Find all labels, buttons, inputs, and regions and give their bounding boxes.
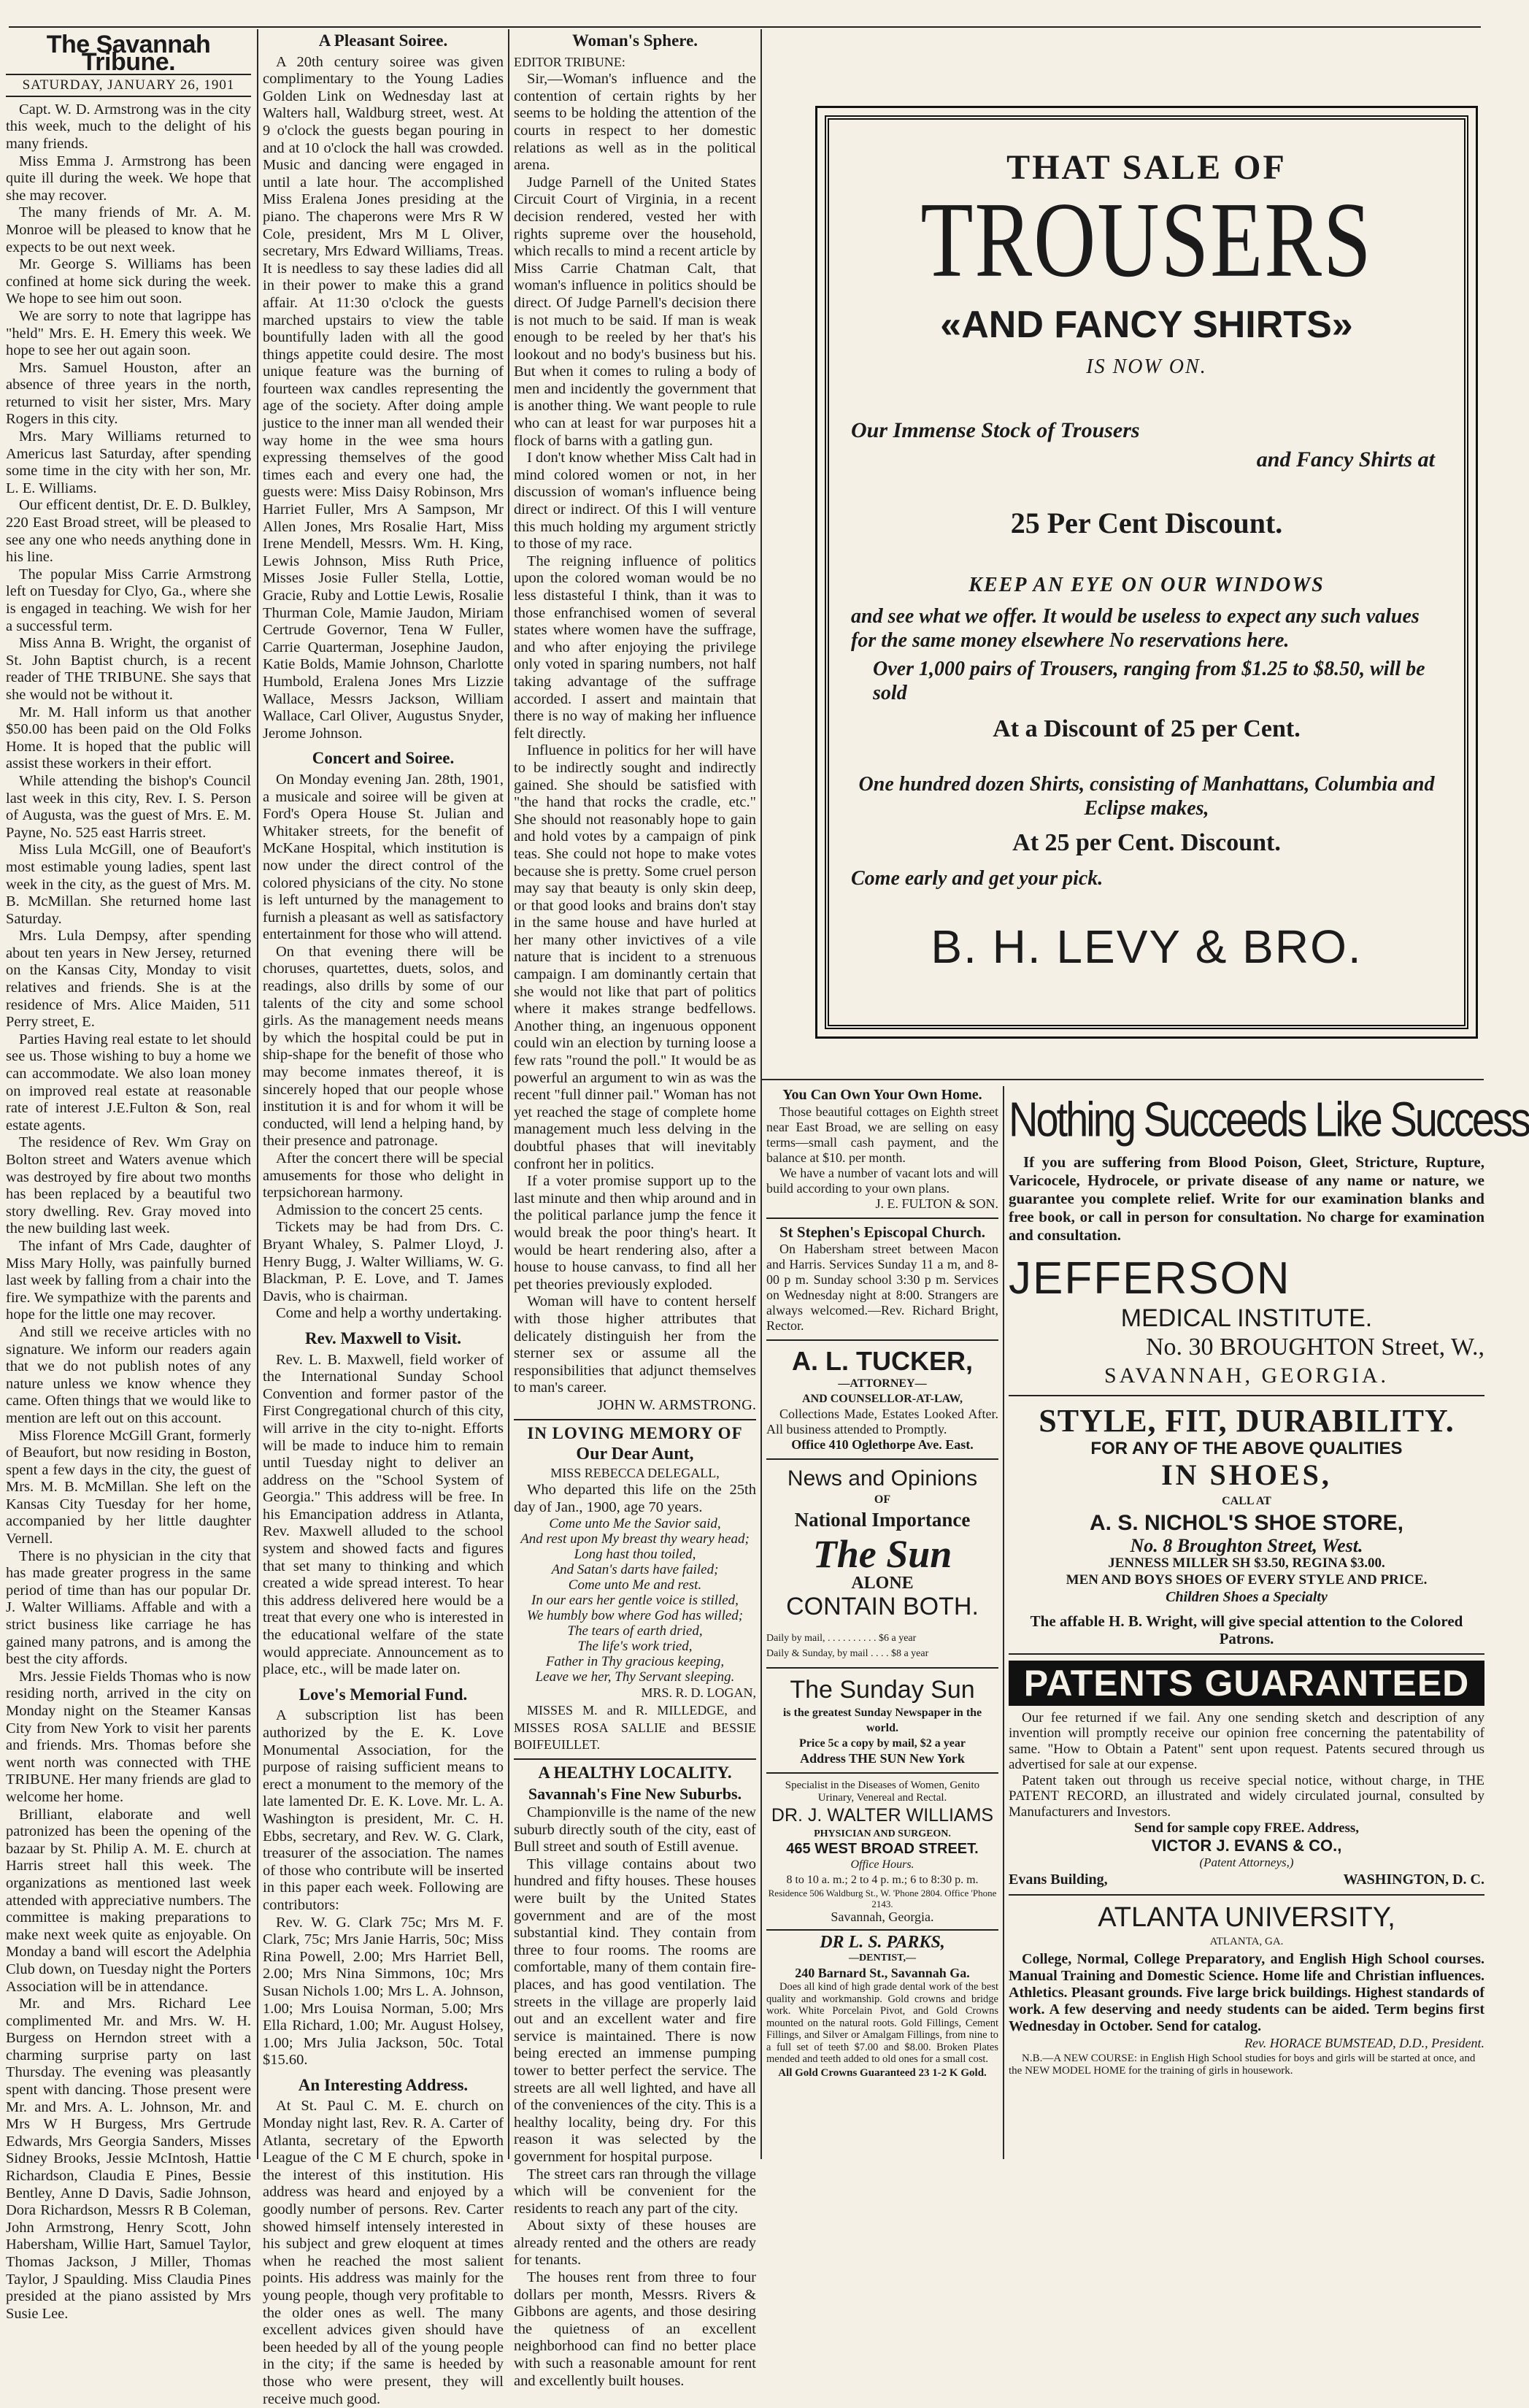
sun-line-9: Price 5c a copy by mail, $2 a year	[799, 1737, 966, 1750]
shoes-headline: STYLE, FIT, DURABILITY.	[1039, 1403, 1455, 1439]
sun-line-6: CONTAIN BOTH.	[786, 1593, 979, 1620]
tucker-name: A. L. TUCKER,	[792, 1346, 973, 1376]
news-item: The infant of Mrs Cade, daughter of Miss Mary Holly, was painfully burned last week by falling from a chair into the fire. We sympathize with the parents and hope for the little one may recover.	[6, 1237, 251, 1323]
poem-line: And rest upon My breast thy weary head;	[520, 1531, 750, 1547]
divider	[766, 1339, 998, 1341]
article-womans-sphere	[514, 71, 756, 1397]
column-society	[263, 29, 504, 2407]
memorial-poem	[514, 1516, 756, 1685]
shoes-line-7: JENNESS MILLER SH $3.50, REGINA $3.00.	[1108, 1555, 1385, 1571]
sun-line-1: News and Opinions	[787, 1466, 978, 1490]
paragraph: A subscription list has been authorized by the E. K. Love Monumental Association, for the purpose of raising sufficient means to erect a monument to the memory of the late lamented Dr. E. K. Love. Mr. L. A. Washington is president, Mr. C. H. Ebbs, secretary, and Rev. W. G. Clark, treasurer of the association. The names of those who contribute will be inserted in this paper each week. Following are contributors:	[263, 1707, 504, 1913]
poem-line: The life's work tried,	[577, 1639, 693, 1655]
ad-line-discount-2: At a Discount of 25 per Cent.	[993, 715, 1301, 742]
news-item: The many friends of Mr. A. M. Monroe will be pleased to know that he expects to be out next week.	[6, 204, 251, 255]
paragraph: Woman will have to content herself with those higher attributes that delicately distinguish her from the sterner sex or assume all the responsibilities that adjunct themselves to man's career.	[514, 1293, 756, 1396]
divider	[514, 1419, 756, 1420]
news-item: Mr. and Mrs. Richard Lee complimented Mr. and Mrs. W. H. Burgess on Herndon street with a charming surprise party on last Thursday. The evening was pleasantly spent with dancing. Those present were Mr. and Mrs. A. L. Johnson, Mr. and Mrs W H Burgess, Mrs Gertrude Edwards, Mrs Georgia Sanders, Misses Sidney Brooks, Jessie McIntosh, Hattie Richardson, Claudia E Pines, Bessie Bentley, Anne D Davis, Sadie Johnson, Dora Richardson, Messrs R B Coleman, John Armstrong, Henry Scott, John Habersham, Willie Hart, Samuel Taylor, Thomas Jackson, J Miller, Thomas Taylor, J Spaulding. Miss Claudia Pines presided at the piano assisted by Mrs Susie Lee.	[6, 1996, 251, 2322]
news-item: Mrs. Jessie Fields Thomas who is now residing north, arrived in the city on Monday night on the Steamer Kansas City from New York to visit her parents and friends. Mrs. Thomas before she went north was connected with THE TRIBUNE. Her many friends are glad to welcome her home.	[6, 1668, 251, 1805]
headline-womans-sphere: Woman's Sphere.	[571, 31, 698, 50]
news-item: Miss Lula McGill, one of Beaufort's most estimable young ladies, spent last week in the city, as the guest of Mrs. M. B. McMillan. She returned home last Saturday.	[6, 842, 251, 927]
paragraph: At St. Paul C. M. E. church on Monday night last, Rev. R. A. Carter of Atlanta, secretary of the Epworth League of the C M E church, spoke in the interest of this institution. His address was heard and enjoyed by a goodly number of persons. Rev. Carter showed himself intensely interested in his subject and grew eloquent at times when he reached the most salient points. His address was mainly for the young people, though very profitable to the older ones as well. The many excellent advices given should have been heeded by all of the young people in the city; if the same is heeded by those who were present, they will receive much good.	[263, 2098, 504, 2407]
williams-line-2: DR. J. WALTER WILLIAMS	[771, 1805, 994, 1826]
jefferson-institute: MEDICAL INSTITUTE.	[1120, 1304, 1373, 1332]
paragraph: Judge Parnell of the United States Circuit Court of Virginia, in a recent decision rendered, vested her with rights supreme over the household, which recalls to mind a recent article by Miss Carrie Chatman Calt, that woman's influence in politics should be direct. Of Judge Parnell's decision there is not much to be said. If man is weak enough to be reeled by her that's his lookout and no body's business but his. But when it comes to ruling a body of men and incidently the government that is another thing. We want people to rule who can at least for war purposes hit a flock of barns with a gatling gun.	[514, 174, 756, 449]
shoes-line-5: A. S. NICHOL'S SHOE STORE,	[1090, 1511, 1403, 1536]
column-rule	[1003, 1086, 1004, 2159]
ad-line-discount-3: At 25 per Cent. Discount.	[1012, 829, 1281, 856]
section-rule	[760, 1079, 1484, 1080]
news-item: The residence of Rev. Wm Gray on Bolton street and Waters avenue which was destroyed by fire about two months has been replaced by a beautiful two story dwelling. Rev. Gray moved into the new building last week.	[6, 1134, 251, 1237]
home-text: Those beautiful cottages on Eighth street near East Broad, we are selling on easy terms—small cash payment, and the balance at $10. per month.	[766, 1104, 998, 1165]
sun-line-7: The Sunday Sun	[790, 1676, 975, 1704]
divider	[766, 1458, 998, 1460]
church-title: St Stephen's Episcopal Church.	[779, 1223, 986, 1241]
williams-line-6: 8 to 10 a. m.; 2 to 4 p. m.; 6 to 8:30 p. m.	[786, 1874, 979, 1886]
ad-trousers-sale	[825, 115, 1468, 1029]
home-title: You Can Own Your Own Home.	[782, 1087, 982, 1103]
parks-line-5: All Gold Crowns Guaranteed 23 1-2 K Gold.	[778, 2066, 987, 2079]
atlanta-nb: N.B.—A NEW COURSE: in English High School studies for boys and girls will be started at once, and the NEW MODEL HOME for the training of girls in housework.	[1009, 2052, 1476, 2077]
parks-line-2: —DENTIST,—	[849, 1953, 916, 1963]
paragraph: Championville is the name of the new suburb directly south of the city, east of Bull street and south of Estill avenue.	[514, 1804, 756, 1855]
shoes-line-3: IN SHOES,	[1161, 1458, 1332, 1491]
poem-line: Long hast thou toiled,	[574, 1547, 696, 1563]
divider	[1009, 1653, 1484, 1655]
news-item: Miss Anna B. Wright, the organist of St. John Baptist church, is a recent reader of THE TRIBUNE. She says that she would not be without it.	[6, 635, 251, 703]
ad-line-shirts: One hundred dozen Shirts, consisting of Manhattans, Columbia and Eclipse makes,	[858, 773, 1435, 820]
headline-concert-soiree: Concert and Soiree.	[312, 749, 455, 768]
news-item: Mrs. Mary Williams returned to Americus last Saturday, after spending some time in the city with her son, Mr. L. E. Williams.	[6, 428, 251, 496]
divider	[514, 1758, 756, 1760]
article-concert-soiree	[263, 772, 504, 1323]
local-news-items	[6, 101, 251, 2323]
paragraph: Influence in politics for her will have to be indirectly sought and indirectly gained. She should be satisfied with "the hand that rocks the cradle, etc." She should not reasonably hope to gain and hold votes by a campaign of pink teas. She could not hope to make votes because she is pretty. Some cruel person may say that beauty is only skin deep, or that good looks and brains don't stay in the same house and have hurled at her many other invictives of a vile nature that is incident to a strenuous campaign. I am dominantly certain that she would not like that part of politics where it makes strange bedfellows. Another thing, an ingenuous opponent could win an election by turning loose a few rats "round the poll." It would be as powerful an argument to win as was the recent "full dinner pail." Woman has not yet reached the stage of complete home management much less delving in the doubtful phases that will inevitably confront her in politics.	[514, 742, 756, 1172]
divider	[766, 1667, 998, 1669]
column-rule	[257, 29, 258, 2159]
headline-rev-maxwell: Rev. Maxwell to Visit.	[305, 1328, 461, 1347]
patents-city: WASHINGTON, D. C.	[1343, 1871, 1484, 1888]
williams-line-8: Savannah, Georgia.	[831, 1909, 934, 1924]
atlanta-president: Rev. HORACE BUMSTEAD, D.D., President.	[1244, 2036, 1484, 2051]
ad-line-levy: B. H. LEVY & BRO.	[931, 920, 1363, 973]
shoes-line-4: CALL AT	[1222, 1494, 1271, 1507]
news-item: Miss Florence McGill Grant, formerly of Beaufort, but now residing in Boston, spent a few days in the city, the guest of Mrs. M. B. McMillan. She left on the Kansas City Tuesday for her home, accompanied by her little daughter Vernell.	[6, 1427, 251, 1547]
shoes-line-8: MEN AND BOYS SHOES OF EVERY STYLE AND PRICE.	[1066, 1572, 1428, 1588]
tucker-text: Collections Made, Estates Looked After. All business attended to Promptly.	[766, 1407, 998, 1436]
jefferson-city: SAVANNAH, GEORGIA.	[1104, 1363, 1390, 1388]
column-rule	[508, 29, 509, 2159]
article-healthy-locality	[514, 1804, 756, 2390]
news-item: Mr. M. Hall inform us that another $50.00 has been paid on the Old Folks Home. It is hoped that the public will assist these workers in their effort.	[6, 704, 251, 772]
memorial-signers: MISSES M. and R. MILLEDGE, and MISSES ROSA SALLIE and BESSIE BOIFEUILLET.	[514, 1703, 756, 1753]
poem-line: Father in Thy gracious keeping,	[545, 1654, 725, 1670]
paragraph: This village contains about two hundred and fifty houses. These houses were built by the United States government and are of the most substantial kind. They contain from three to four rooms. The rooms are comfortable, many of them contain fire-places, and has good ventilation. The streets in the village are properly laid out and an excellent water and fire service is maintained. There is now being erected an immense pumping tower to better perfect the service. The streets are all well lighted, and have all of the conveniences of the city. This is a healthy locality, being dry. For this reason it was selected by the government for hospital purpose.	[514, 1855, 756, 2165]
parks-line-3: 240 Barnard St., Savannah Ga.	[795, 1966, 970, 1980]
paragraph: I don't know whether Miss Calt had in mind colored women or not, in her discussion of woman's influence being direct or indirect. Of this I will venture this much holding my argument strictly to those of my race.	[514, 450, 757, 553]
ad-line-see-what: and see what we offer. It would be useless to expect any such values for the same money elsewhere No reservations here.	[851, 605, 1420, 652]
divider	[766, 1929, 998, 1931]
paragraph: If a voter promise support up to the last minute and then whip around and in the political parlance jump the fence it would break the poor thing's heart. It would be heart rendering also, after a house to house canvass, to find all her pet theories previously exploded.	[514, 1173, 756, 1293]
headline-interesting-address: An Interesting Address.	[298, 2075, 469, 2094]
williams-line-5: Office Hours.	[850, 1858, 914, 1871]
jefferson-text: If you are suffering from Blood Poison, Gleet, Stricture, Rupture, Varicocele, Hydrocele, or private disease of any name or nature, we guarantee you complete relief. Write for our examination blanks and free book, or call in person for consultation. No charge for examination and consultation.	[1009, 1153, 1484, 1244]
williams-line-3: PHYSICIAN AND SURGEON.	[814, 1828, 951, 1839]
article-interesting-address	[263, 2098, 504, 2408]
column-small-ads	[766, 1086, 998, 2161]
home-sig: J. E. FULTON & SON.	[875, 1196, 998, 1211]
news-item: Mrs. Samuel Houston, after an absence of three years in the north, returned to visit her sister, Mrs. Mary Rogers in this city.	[6, 359, 251, 428]
memorial-title: IN LOVING MEMORY OF	[527, 1423, 743, 1442]
news-item: While attending the bishop's Council last week in this city, Rev. I. S. Person of Augusta, was the guest of Mrs. E. M. Payne, No. 525 east Harris street.	[6, 772, 251, 841]
tucker-office: Office 410 Oglethorpe Ave. East.	[791, 1437, 974, 1452]
ad-line-now-on: IS NOW ON.	[1086, 355, 1207, 378]
poem-line: And Satan's darts have failed;	[551, 1562, 719, 1578]
paragraph: Sir,—Woman's influence and the contention of certain rights by her seems to be holding the attention of the courts in respect to her domestic relations as well as in the political arena.	[514, 71, 756, 174]
divider	[1009, 1395, 1484, 1396]
poem-line: Come unto Me the Savior said,	[549, 1516, 721, 1532]
column-womans-sphere	[514, 29, 757, 2389]
parks-line-1: DR L. S. PARKS,	[820, 1933, 945, 1952]
sun-line-3: National Importance	[794, 1509, 971, 1531]
shoes-line-6: No. 8 Broughton Street, West.	[1130, 1535, 1363, 1557]
news-item: And still we receive articles with no signature. We inform our readers again that we do not publish notes of any nature unless we know whence they came. Often things that we would like to mention are left out on this account.	[6, 1323, 251, 1426]
paragraph: Come and help a worthy undertaking.	[276, 1305, 502, 1322]
patents-text-1: Our fee returned if we fail. Any one sending sketch and description of any invention will promptly receive our opinion free concerning the patentability of same. "How to Obtain a Patent" sent upon request. Patents secured through us advertised for sale at our expense.	[1009, 1709, 1484, 1773]
ad-line-windows: KEEP AN EYE ON OUR WINDOWS	[968, 574, 1325, 596]
poem-line: The tears of earth dried,	[567, 1623, 703, 1639]
news-item: Mr. George S. Williams has been confined at home sick during the week. We hope to see him out soon.	[6, 256, 251, 307]
paragraph: On Monday evening Jan. 28th, 1901, a musicale and soiree will be given at Ford's Opera House St. Julian and Whitaker streets, for the benefit of McKane Hospital, which institution is now under the direct control of the colored physicians of the city. No stone is left unturned by the management to furnish a pleasant as well as satisfactory entertainment for those who will attend.	[263, 771, 504, 943]
ad-line-fancy-shirts: «AND FANCY SHIRTS»	[940, 304, 1353, 346]
jefferson-name: JEFFERSON	[1009, 1253, 1291, 1304]
patents-building: Evans Building,	[1009, 1871, 1108, 1888]
atlanta-headline: ATLANTA UNIVERSITY,	[1098, 1902, 1395, 1934]
atlanta-text: College, Normal, College Preparatory, and English High School courses. Manual Training and Domestic Science. Home life and Christian influences. Athletics. Pleasant grounds. Five large brick buildings. Highest standards of work. A few deserving and needy students can be aided. Term begins first Wednesday in October. Send for catalog.	[1009, 1951, 1484, 2035]
ad-line-discount: 25 Per Cent Discount.	[1010, 507, 1283, 539]
top-rule	[9, 26, 1481, 28]
paragraph: About sixty of these houses are already rented and the others are ready for tenants.	[514, 2217, 756, 2269]
paragraph: After the concert there will be special amusements for those who delight in terpsichorean harmony.	[263, 1150, 504, 1201]
poem-line: We humbly bow where God has willed;	[526, 1608, 744, 1624]
column-rule	[760, 29, 762, 2159]
paragraph: The street cars ran through the village which will be convenient for the residents to reach any part of the city.	[514, 2166, 756, 2217]
sun-rate-2: Daily & Sunday, by mail . . . . $8 a year	[766, 1648, 929, 1659]
news-item: The popular Miss Carrie Armstrong left on Tuesday for Clyo, Ga., where she is engaged in teaching. We wish for her a successful term.	[6, 566, 251, 634]
subheadline-suburbs: Savannah's Fine New Suburbs.	[528, 1785, 742, 1804]
headline-love-memorial: Love's Memorial Fund.	[299, 1685, 468, 1704]
dateline: SATURDAY, JANUARY 26, 1901	[6, 74, 251, 97]
paragraph: Tickets may be had from Drs. C. Bryant Whaley, S. Palmer Lloyd, J. Henry Bugg, J. Walter Williams, W. G. Blackman, P. E. Love, and T. James Davis, who is chairman.	[263, 1219, 504, 1304]
poem-line: Come unto Me and rest.	[568, 1577, 702, 1593]
poem-line: In our ears her gentle voice is stilled,	[531, 1593, 739, 1609]
sun-line-10: Address THE SUN New York	[800, 1751, 965, 1766]
jefferson-headline: Nothing Succeeds Like Success	[1009, 1091, 1529, 1147]
paragraph: Admission to the concert 25 cents.	[276, 1201, 483, 1218]
sun-line-8: is the greatest Sunday Newspaper in the world.	[782, 1707, 982, 1734]
news-item: Mrs. Lula Dempsy, after spending about ten years in New Jersey, returned on the Kansas City, Monday to visit relatives and friends. She is at the residence of Mrs. Alice Maiden, 511 Perry street, E.	[6, 928, 251, 1031]
patents-address	[1009, 1872, 1484, 1889]
tucker-role: —ATTORNEY—	[838, 1377, 927, 1390]
ad-line-immense-stock: Our Immense Stock of Trousers	[851, 418, 1140, 442]
shoes-line-10: The affable H. B. Wright, will give special attention to the Colored Patrons.	[1030, 1612, 1463, 1647]
salutation: EDITOR TRIBUNE:	[514, 54, 625, 69]
shoes-line-2: FOR ANY OF THE ABOVE QUALITIES	[1090, 1439, 1403, 1458]
news-item: Our efficent dentist, Dr. E. D. Bulkley, 220 East Broad street, will be pleased to see any one who needs anything done in his line.	[6, 497, 251, 566]
ad-line-fancy-shirts-at: and Fancy Shirts at	[1256, 447, 1435, 472]
article-love-memorial	[263, 1707, 504, 2069]
patents-send: Send for sample copy FREE. Address,	[1133, 1820, 1360, 1836]
sun-rate-1: Daily by mail, . . . . . . . . . . $6 a year	[766, 1633, 917, 1644]
sun-line-2: OF	[874, 1493, 891, 1506]
article-rev-maxwell	[263, 1352, 504, 1679]
williams-line-4: 465 WEST BROAD STREET.	[786, 1841, 979, 1857]
masthead: The Savannah Tribune.	[46, 31, 211, 76]
paragraph: Rev. W. G. Clark 75c; Mrs M. F. Clark, 75c; Mrs Janie Harris, 50c; Miss Rina Powell, 2.00; Mrs Harriet Bell, 2.00; Mrs Nina Simmons, 10c; Mrs Susan Nichols 1.00; Mrs L. A. Johnson, 1.00; Mrs Louisa Norman, 5.00; Mrs Ella Richard, 1.00; Mr. August Holsey, 1.00; Mrs Julia Jackson, 50c. Total $15.60.	[263, 1914, 504, 2069]
news-item: We are sorry to note that lagrippe has "held" Mrs. E. H. Emery this week. We hope to see her out again soon.	[6, 307, 251, 359]
ad-line-come-early: Come early and get your pick.	[851, 867, 1104, 890]
memorial-name: MISS REBECCA DELEGALL,	[550, 1465, 720, 1480]
williams-line-1: Specialist in the Diseases of Women, Genito Urinary, Venereal and Rectal.	[785, 1780, 980, 1804]
shoes-line-9: Children Shoes a Specialty	[1166, 1588, 1328, 1605]
sun-line-5: ALONE	[851, 1574, 914, 1593]
patents-attorneys: (Patent Attorneys,)	[1199, 1855, 1294, 1870]
news-item: There is no physician in the city that has made greater progress in the same period of time than has our popular Dr. J. Walter Williams. Affable and with a strict business like carriage he has gained many patrons, and is among the best the city affords.	[6, 1547, 251, 1668]
memorial-signer: MRS. R. D. LOGAN,	[641, 1685, 756, 1701]
ad-line-fancy-shirts-text: AND FANCY SHIRTS	[961, 304, 1332, 346]
news-item: Brilliant, elaborate and well patronized has been the opening of the bazaar by St. Philip A. M. E. church at Harris street hall this week. The organizations as mentioned last week attended with appreciative numbers. The committee is making preparations to make next week quite as enjoyable. On Monday a band will escort the Adelphia Club down, on Tuesday night the Porters Association will be in attendance.	[6, 1806, 251, 1995]
headline-healthy-locality: A HEALTHY LOCALITY.	[538, 1763, 732, 1782]
memorial-text: Who departed this life on the 25th day of Jan., 1900, age 70 years.	[514, 1482, 756, 1515]
paragraph: Rev. L. B. Maxwell, field worker of the International Sunday School Convention and former pastor of the First Congregational church of this city, will arrive in the city to-night. Efforts will be made to induce him to remain until Tuesday night to deliver an address on the "School System of Georgia." This address will be free. In his Emancipation address in Atlanta, Rev. Maxwell alluded to the school system and showed facts and figures that set many to thinking and which created a wide spread interest. To hear this address delivered here would be a treat that every one who is interested in the educational welfare of the state would appreciate. Announcement as to place, etc., will be made later on.	[263, 1351, 504, 1678]
paragraph: The houses rent from three to four dollars per month, Messrs. Rivers & Gibbons are agents, and those desiring the quietness of an excellent neighborhood can find no better place with such a reasonable amount for rent and excellently built houses.	[514, 2269, 756, 2389]
column-ads-right	[1009, 1086, 1529, 2161]
paragraph: On that evening there will be choruses, quartettes, duets, solos, and readings, also drills by some of our talents of the city and some school girls. As the management needs means by which the hospital could be put in ship-shape for the benefit of those who may become inmates thereof, it is sincerely hoped that our people whose institution it is and for whom it will be conducted, will lend a helping hand, by their presence and patronage.	[263, 943, 504, 1150]
atlanta-city: ATLANTA, GA.	[1209, 1936, 1284, 1948]
news-item: Parties Having real estate to let should see us. Those wishing to buy a home we can accommodate. We also loan money on improved real estate at reasonable rate of interest J.E.Fulton & Son, real estate agents.	[6, 1031, 251, 1134]
church-text: On Habersham street between Macon and Harris. Services Sunday 11 a m, and 8-00 p m. Sunday school 3:30 p m. Services on Wednesday night at 8:00. Strangers are always welcomed.—Rev. Richard Bright, Rector.	[766, 1242, 998, 1333]
tucker-role-2: AND COUNSELLOR-AT-LAW,	[802, 1393, 963, 1405]
news-item: Capt. W. D. Armstrong was in the city this week, much to the delight of his many friends.	[6, 101, 251, 152]
jefferson-address: No. 30 BROUGHTON Street, W.,	[1145, 1334, 1484, 1361]
sun-line-4: The Sun	[812, 1532, 952, 1576]
paragraph: A 20th century soiree was given complimentary to the Young Ladies Golden Link on Wednesday last at Walters hall, Waldburg street, west. At 9 o'clock the guests began pouring in and at 10 o'clock the hall was crowded. Music and dancing were engaged in until a late hour. The accomplished Miss Eralena Jones presiding at the piano. The chaperons were Mrs R W Cole, president, Mrs M L Oliver, secretary, Mrs Edward Williams, Treas. It is needless to say these ladies did all in their power to make this a grand affair. At 11:30 o'clock the guests marched upstairs to view the table bountifully laden with all the good things appetite could desire. The most unique feature was the burning of fourteen wax candles representing the age of the society. After doing ample justice to the inner man all wended their way home in the wee sma hours expressing themselves of the good times each and every one had, the guests were: Miss Daisy Robinson, Mrs Harriet Fuller, Mrs A Sampson, Mr Allen Jones, Mrs Rosalie Hart, Miss Irene Mendell, Messrs. Wm. H. King, Lewis Johnson, Miss Ruth Price, Misses Josie Fuller Stella, Lottie, Gracie, Ruby and Lottie Lewis, Rosalie Thurman Cole, Mamie Jaudon, Miriam Certrude Governor, Tena W Fuller, Carrie Quarterman, Josephine Jaudon, Katie Bolds, Mamie Johnson, Charlotte Humbold, Eralena Jones Mrs Lizzie Wallace, Messrs Jackson, William Wallace, Carl Oliver, Augustus Snyder, Jerome Johnson.	[263, 53, 504, 742]
divider	[766, 1772, 998, 1774]
home-text-2: We have a number of vacant lots and will build according to your own plans.	[766, 1166, 998, 1196]
headline-pleasant-soiree: A Pleasant Soiree.	[318, 31, 448, 50]
poem-line: Leave we her, Thy Servant sleeping.	[535, 1669, 735, 1685]
patents-text-2: Patent taken out through us receive special notice, without charge, in THE PATENT RECORD, an illustrated and widely circulated journal, consulted by Manufacturers and Investors.	[1009, 1772, 1484, 1820]
parks-line-4: Does all kind of high grade dental work of the best quality and workmanship. Gold crowns and bridge work. White Porcelain Pivot, and Gold Crowns mounted on the natural roots. Gold Fillings, Cement Fillings, and Silver or Amalgam Fillings, from nine to a full set of teeth $7.00 and $8.00. Broken Plates mended and teeth added to old ones for a small cost.	[766, 1981, 998, 2065]
patents-headline: PATENTS GUARANTEED	[1009, 1661, 1484, 1706]
divider	[1009, 1894, 1484, 1896]
article-pleasant-soiree	[263, 54, 504, 743]
patents-company: VICTOR J. EVANS & CO.,	[1151, 1836, 1342, 1855]
ad-line-that-sale: THAT SALE OF	[1006, 148, 1287, 187]
williams-line-7: Residence 506 Waldburg St., W. 'Phone 2804. Office 'Phone 2143.	[768, 1888, 997, 1909]
signature: JOHN W. ARMSTRONG.	[597, 1396, 756, 1413]
ad-line-over-1000: Over 1,000 pairs of Trousers, ranging from $1.25 to $8.50, will be sold	[873, 658, 1425, 704]
news-item: Miss Emma J. Armstrong has been quite ill during the week. We hope that she may recover.	[6, 153, 251, 204]
ad-line-trousers: TROUSERS	[920, 180, 1373, 300]
paragraph: The reigning influence of politics upon the colored woman would be no less distasteful I think, than it was to those enfranchised women of several states where women have the suffrage, and who after enjoying the privilege only voted in sparing numbers, not half taking advantage of the suffrage accorded. I assert and maintain that there is no way of making her influence felt directly.	[514, 553, 756, 742]
divider	[766, 1218, 998, 1219]
column-local-news	[6, 29, 251, 2322]
memorial-subtitle: Our Dear Aunt,	[576, 1445, 694, 1464]
